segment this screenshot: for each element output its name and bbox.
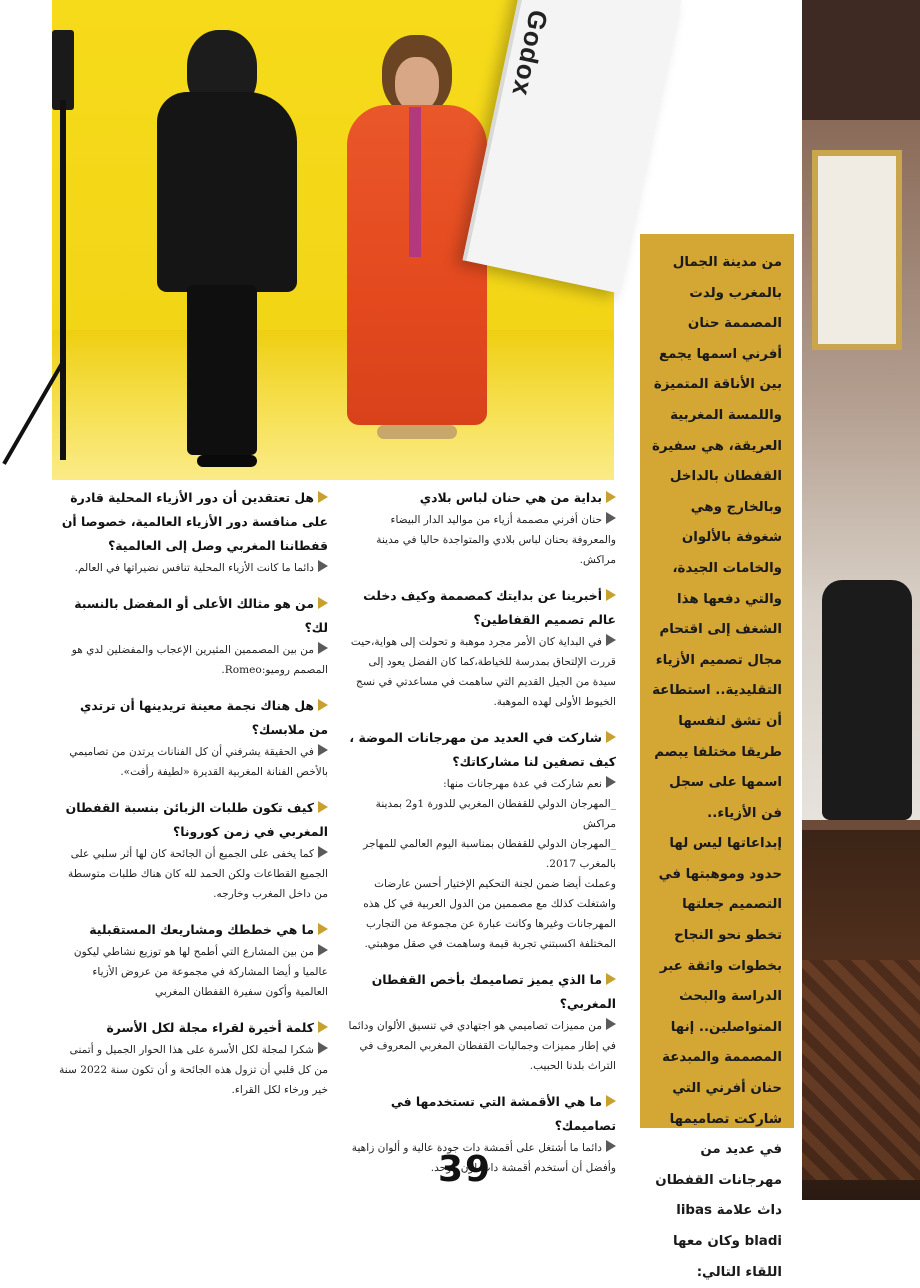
question-arrow-icon bbox=[318, 699, 328, 711]
answer-7: من بين المصممين المثيرين الإعجاب والمفضلين لدي هو المصمم روميو:Romeo. bbox=[71, 644, 328, 676]
answer-arrow-icon bbox=[606, 1140, 616, 1152]
answer-3-continued: وعملت أيضا ضمن لجنة التحكيم الإختيار أحسن عارضات واشتغلت كذلك مع مصممين من الدول العربية في كل هذه المهرجانات وغيرها وكانت عبارة عن مجموعة من التجارب المختلفة اكسبتني تجربة قيمة وساهمت في صقل موهبتي. bbox=[363, 878, 616, 950]
question-arrow-icon bbox=[318, 491, 328, 503]
question-arrow-icon bbox=[318, 801, 328, 813]
answer-3: نعم شاركت في عدة مهرجانات منها: _المهرجان الدولي للقفطان المغربي للدورة 1و2 بمدينة مراكش _المهرجان الدولي للقفطان بمناسبة اليوم العالمي للمهاجر بالمغرب 2017. وعملت أيضا ضمن لجنة التحكيم الإختيار أحسن عارضات واشتغلت كذلك مع مصممين من الدول العربية في كل هذه المهرجانات وغيرها وكانت عبارة عن مجموعة من التجارب المختلفة اكسبتني تجربة قيمة وساهمت في صقل موهبتي. bbox=[346, 774, 616, 954]
sewing-machine-icon bbox=[822, 580, 912, 820]
question-9: كيف تكون طلبات الزبائن بنسبة القفطان المغربي في زمن كورونا؟ bbox=[65, 800, 328, 839]
answer-1: حنان أفرني مصممة أزياء من مواليد الدار البيضاء والمعروفة بحنان لباس بلادي والمتواجدة حاليا في مدينة مراكش. bbox=[376, 514, 616, 566]
answer-4: من مميزات تصاميمي هو اجتهادي في تنسيق الألوان ودائما في إطار مميزات وجماليات القفطان المغربي المعروف في التراث بلدنا الحبيب. bbox=[348, 1020, 616, 1072]
answer-11: شكرا لمجلة لكل الأسرة على هذا الحوار الجميل و أتمنى من كل قلبي أن تزول هذه الجائحة و أن تكون سنة 2022 سنة خير ورخاء لكل القراء. bbox=[59, 1044, 328, 1096]
question-3: شاركت في العديد من مهرجانات الموضة ، كيف تصفين لنا مشاركاتك؟ bbox=[349, 730, 616, 769]
answer-arrow-icon bbox=[318, 560, 328, 572]
question-arrow-icon bbox=[318, 597, 328, 609]
answer-2: في البداية كان الأمر مجرد موهبة و تحولت إلى هواية،حيت قررت الإلتحاق بمدرسة للخياطة،كما كان الفضل يعود إلى سيدة من الجيل القديم التي ساهمت في مساعدتي في نسج الخيوط الأولى لهده الموهبة. bbox=[350, 636, 616, 708]
wall-frame bbox=[812, 150, 902, 350]
question-6: هل تعتقدين أن دور الأزياء المحلية قادرة على منافسة دور الأزياء العالمية، خصوصا أن قفطاننا المغربي وصل إلى العالمية؟ bbox=[61, 490, 328, 553]
photo-designer-fitting bbox=[52, 0, 614, 480]
answer-arrow-icon bbox=[318, 846, 328, 858]
photo-floor bbox=[52, 330, 614, 480]
question-8: هل هناك نجمة معينة تريدينها أن ترتدي من ملابسك؟ bbox=[80, 698, 328, 737]
article-column-left bbox=[58, 486, 328, 1100]
festival-list-item: _المهرجان الدولي للقفطان بمناسبة اليوم العالمي للمهاجر بالمغرب 2017. bbox=[363, 838, 616, 870]
question-5: ما هي الأقمشة التي تستخدمها في تصاميمك؟ bbox=[390, 1094, 616, 1133]
answer-arrow-icon bbox=[318, 944, 328, 956]
photo-sewing-machine bbox=[802, 0, 920, 1200]
answer-9: كما يخفى على الجميع أن الجائحة كان لها أثر سلبي على الجميع القطاعات ولكن الحمد لله كان هناك طلبات متوسطة من داخل المغرب وخارجه. bbox=[68, 848, 328, 900]
question-1: بداية من هي حنان لباس بلادي bbox=[346, 486, 616, 510]
intro-box bbox=[640, 234, 794, 1280]
answer-arrow-icon bbox=[318, 744, 328, 756]
studio-light-icon bbox=[52, 30, 74, 110]
page-number: 39 bbox=[437, 1149, 493, 1190]
question-arrow-icon bbox=[606, 731, 616, 743]
designer-figure bbox=[147, 30, 287, 470]
question-arrow-icon bbox=[606, 973, 616, 985]
softbox-brand-logo: Godox bbox=[506, 7, 554, 100]
question-arrow-icon bbox=[606, 1095, 616, 1107]
article-column-right bbox=[346, 486, 616, 1178]
tripod-stand bbox=[60, 100, 66, 460]
question-arrow-icon bbox=[318, 1021, 328, 1033]
answer-6: دائما ما كانت الأزياء المحلية تنافس نضيراتها في العالم. bbox=[58, 558, 328, 578]
answer-arrow-icon bbox=[606, 634, 616, 646]
question-10: ما هي خططك ومشاريعك المستقبلية bbox=[58, 918, 328, 942]
answer-arrow-icon bbox=[606, 1018, 616, 1030]
question-arrow-icon bbox=[318, 923, 328, 935]
answer-arrow-icon bbox=[606, 512, 616, 524]
answer-10: من بين المشارع التي أطمح لها هو توزيع نشاطي ليكون عالميا و أيضا المشاركة في مجموعة من عروض الأزياء العالمية وأكون سفيرة القفطان المغربي bbox=[73, 946, 328, 998]
intro-text: من مدينة الجمال بالمغرب ولدت المصممة حنان أفرني اسمها يجمع بين الأناقة المتميزة واللمسة المغربية العريقة، هي سفيرة القفطان بالداخل وبالخارج وهي شغوفة بالألوان والخامات الجيدة، والتي دفعها هذا الشغف إلى اقتحام مجال تصميم الأزياء التقليدية.. استطاعة أن تشق لنفسها طريقا مختلفا يبصم اسمها على سجل فن الأزياء.. إبداعاتها ليس لها حدود وموهبتها في التصميم جعلتها تخطو نحو النجاح بخطوات واثقة عبر الدراسة والبحث المتواصلين.. إنها المصممة والمبدعة حنان أفرني التي شاركت تصاميمها في عديد من مهرجانات القفطان داث علامة libas bladi وكان معها اللقاء التالي: bbox=[651, 255, 782, 1280]
question-11: كلمة أخيرة لقراء مجلة لكل الأسرة bbox=[58, 1016, 328, 1040]
answer-arrow-icon bbox=[606, 776, 616, 788]
answer-8: في الحقيقة يشرفني أن كل الفنانات يرتدن من تصاميمي بالأخص الفنانة المغربية القديرة «لطيفة رأفت». bbox=[69, 746, 328, 778]
answer-5: دائما ما أشتغل على أقمشة دات جودة عالية و ألوان زاهية وأفضل أن أستخدم أقمشة دات لون موحد. bbox=[351, 1142, 616, 1174]
question-arrow-icon bbox=[606, 589, 616, 601]
answer-arrow-icon bbox=[318, 1042, 328, 1054]
question-7: من هو مثالك الأعلى أو المفضل بالنسبة لك؟ bbox=[74, 596, 328, 635]
answer-arrow-icon bbox=[318, 642, 328, 654]
question-2: أخبرينا عن بدايتك كمصممة وكيف دخلت عالم تصميم القفاطين؟ bbox=[363, 588, 616, 627]
festival-list-item: _المهرجان الدولي للقفطان المغربي للدورة 1و2 بمدينة مراكش bbox=[375, 798, 616, 830]
question-4: ما الذي يميز تصاميمك بأخص القفطان المغربي؟ bbox=[371, 972, 616, 1011]
question-arrow-icon bbox=[606, 491, 616, 503]
